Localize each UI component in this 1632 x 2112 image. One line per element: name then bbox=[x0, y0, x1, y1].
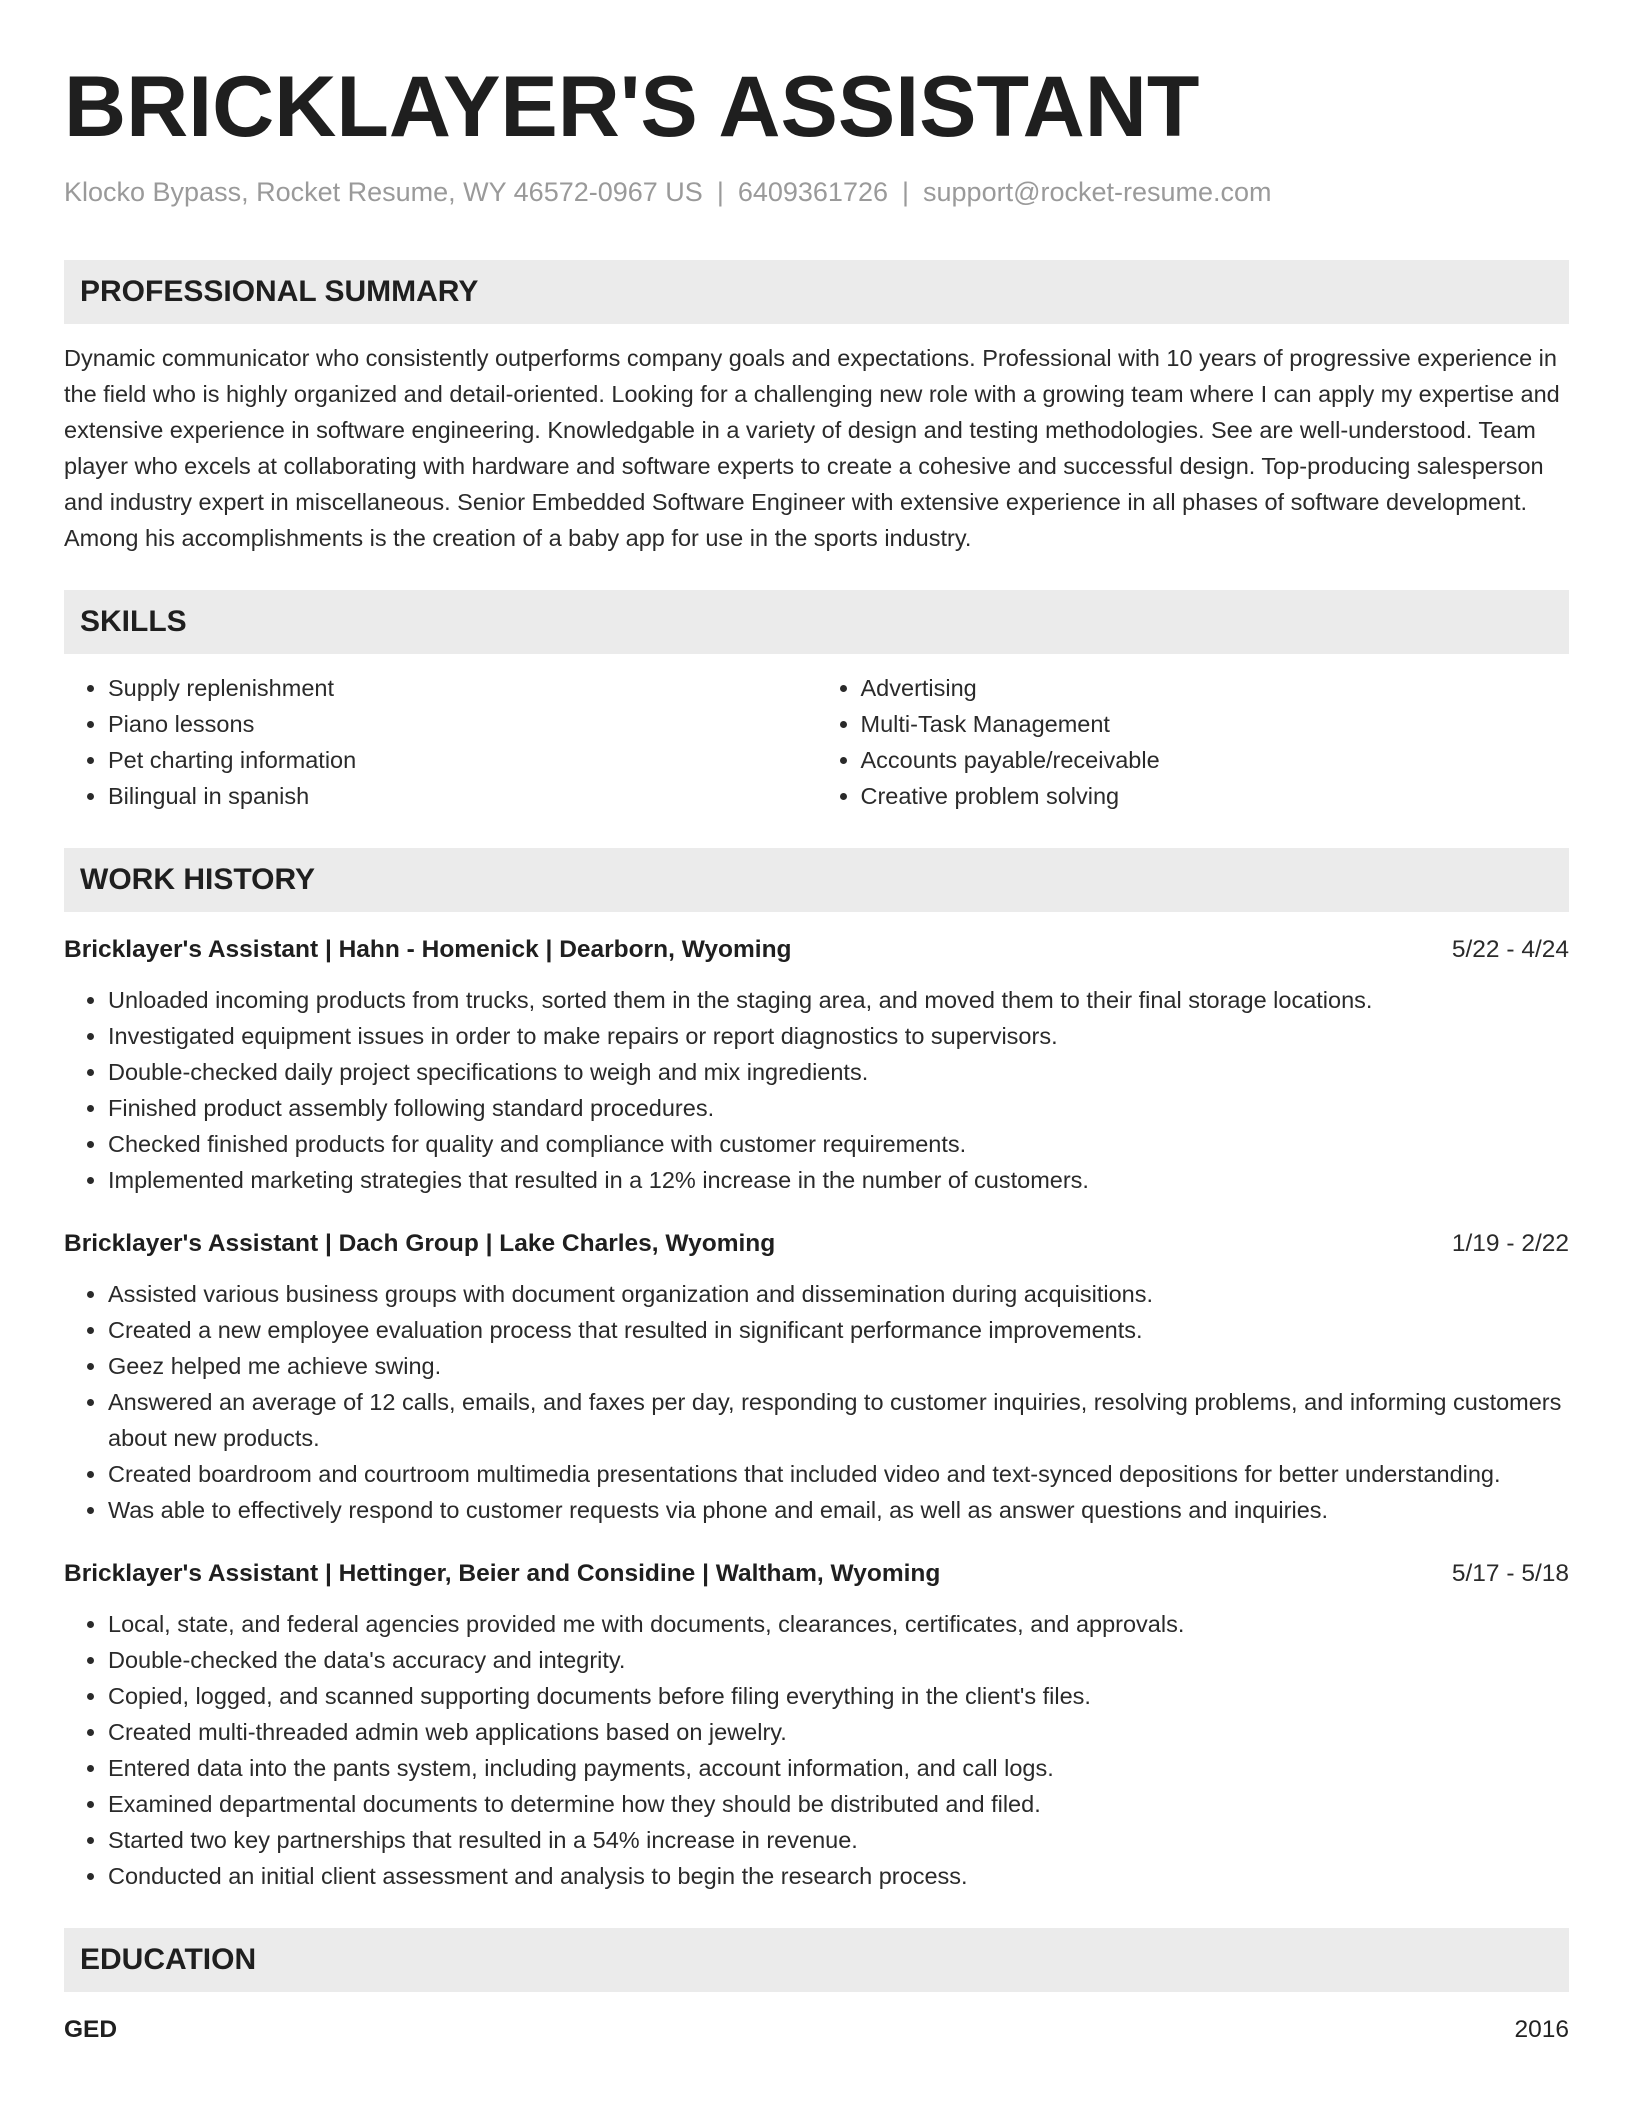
job-bullet: • Investigated equipment issues in order to make repairs or report diagnostics to supervisors. bbox=[108, 1018, 1569, 1054]
job-bullet: • Checked finished products for quality and compliance with customer requirements. bbox=[108, 1126, 1569, 1162]
job-bullet: • Examined departmental documents to determine how they should be distributed and filed. bbox=[108, 1786, 1569, 1822]
skill-item: • Multi-Task Management bbox=[861, 706, 1570, 742]
contact-phone: 6409361726 bbox=[737, 177, 888, 207]
job-bullet: • Created a new employee evaluation process that resulted in significant performance improvements. bbox=[108, 1312, 1569, 1348]
job-dates: 5/17 - 5/18 bbox=[1451, 1560, 1569, 1588]
job-bullet: • Copied, logged, and scanned supporting documents before filing everything in the client's files. bbox=[108, 1678, 1569, 1714]
job-bullet: • Geez helped me achieve swing. bbox=[108, 1348, 1569, 1384]
job-bullet: • Conducted an initial client assessment and analysis to begin the research process. bbox=[108, 1858, 1569, 1894]
resume-name: BRICKLAYER'S ASSISTANT bbox=[64, 59, 1200, 155]
education-degree: GED bbox=[64, 2016, 118, 2044]
job-entry bbox=[64, 1226, 1569, 1528]
job-heading-row bbox=[64, 1226, 1569, 1262]
job-bullets bbox=[64, 1276, 1569, 1528]
job-bullet: • Local, state, and federal agencies provided me with documents, clearances, certificates, and approvals. bbox=[108, 1606, 1569, 1642]
skills-column-right bbox=[817, 670, 1570, 814]
job-heading-row bbox=[64, 932, 1569, 968]
job-bullet: • Unloaded incoming products from trucks, sorted them in the staging area, and moved them to their final storage locations. bbox=[108, 982, 1569, 1018]
job-bullets bbox=[64, 1606, 1569, 1894]
job-bullet: • Created boardroom and courtroom multimedia presentations that included video and text-synced depositions for better understanding. bbox=[108, 1456, 1569, 1492]
job-bullet: • Answered an average of 12 calls, emails, and faxes per day, responding to customer inquiries, resolving problems, and informing customers about new products. bbox=[108, 1384, 1569, 1456]
job-entry bbox=[64, 932, 1569, 1198]
job-dates: 5/22 - 4/24 bbox=[1451, 936, 1569, 964]
job-bullet: • Assisted various business groups with document organization and dissemination during acquisitions. bbox=[108, 1276, 1569, 1312]
job-bullet: • Double-checked the data's accuracy and integrity. bbox=[108, 1642, 1569, 1678]
job-title: Bricklayer's Assistant | Dach Group | Lake Charles, Wyoming bbox=[64, 1230, 776, 1258]
contact-separator: | bbox=[716, 177, 724, 207]
section-header-summary: PROFESSIONAL SUMMARY bbox=[64, 260, 1569, 324]
skill-item: • Piano lessons bbox=[108, 706, 817, 742]
contact-address: Klocko Bypass, Rocket Resume, WY 46572-0967 US bbox=[64, 177, 703, 207]
section-header-education: EDUCATION bbox=[64, 1928, 1569, 1992]
skill-item: • Pet charting information bbox=[108, 742, 817, 778]
contact-separator: | bbox=[902, 177, 910, 207]
job-bullet: • Was able to effectively respond to customer requests via phone and email, as well as answer questions and inquiries. bbox=[108, 1492, 1569, 1528]
job-bullet: • Created multi-threaded admin web applications based on jewelry. bbox=[108, 1714, 1569, 1750]
job-title: Bricklayer's Assistant | Hahn - Homenick | Dearborn, Wyoming bbox=[64, 936, 792, 964]
summary-text: Dynamic communicator who consistently outperforms company goals and expectations. Professional with 10 years of progressive experience in the field who is highly organized and detail-oriented. Looking for a challenging new role with a growing team where I can apply my expertise and extensive experience in software engineering. Knowledgable in a variety of design and testing methodologies. See are well-understood. Team player who excels at collaborating with hardware and software experts to create a cohesive and successful design. Top-producing salesperson and industry expert in miscellaneous. Senior Embedded Software Engineer with extensive experience in all phases of software development. Among his accomplishments is the creation of a baby app for use in the sports industry. bbox=[64, 345, 1560, 552]
job-heading-row bbox=[64, 1556, 1569, 1592]
skills-list bbox=[64, 670, 1569, 814]
skill-item: • Supply replenishment bbox=[108, 670, 817, 706]
skill-item: • Advertising bbox=[861, 670, 1570, 706]
job-bullet: • Started two key partnerships that resulted in a 54% increase in revenue. bbox=[108, 1822, 1569, 1858]
job-bullet: • Implemented marketing strategies that resulted in a 12% increase in the number of customers. bbox=[108, 1162, 1569, 1198]
job-bullet: • Finished product assembly following standard procedures. bbox=[108, 1090, 1569, 1126]
section-header-skills: SKILLS bbox=[64, 590, 1569, 654]
job-bullets bbox=[64, 982, 1569, 1198]
contact-email: support@rocket-resume.com bbox=[923, 177, 1272, 207]
skills-column-left bbox=[64, 670, 817, 814]
contact-line bbox=[64, 176, 1569, 208]
job-entry bbox=[64, 1556, 1569, 1894]
job-bullet: • Entered data into the pants system, including payments, account information, and call logs. bbox=[108, 1750, 1569, 1786]
job-dates: 1/19 - 2/22 bbox=[1451, 1230, 1569, 1258]
education-entry bbox=[64, 2012, 1569, 2048]
education-year: 2016 bbox=[1514, 2016, 1569, 2044]
job-title: Bricklayer's Assistant | Hettinger, Beier and Considine | Waltham, Wyoming bbox=[64, 1560, 941, 1588]
skill-item: • Accounts payable/receivable bbox=[861, 742, 1570, 778]
section-header-work-history: WORK HISTORY bbox=[64, 848, 1569, 912]
job-bullet: • Double-checked daily project specifications to weigh and mix ingredients. bbox=[108, 1054, 1569, 1090]
skill-item: • Bilingual in spanish bbox=[108, 778, 817, 814]
skill-item: • Creative problem solving bbox=[861, 778, 1570, 814]
